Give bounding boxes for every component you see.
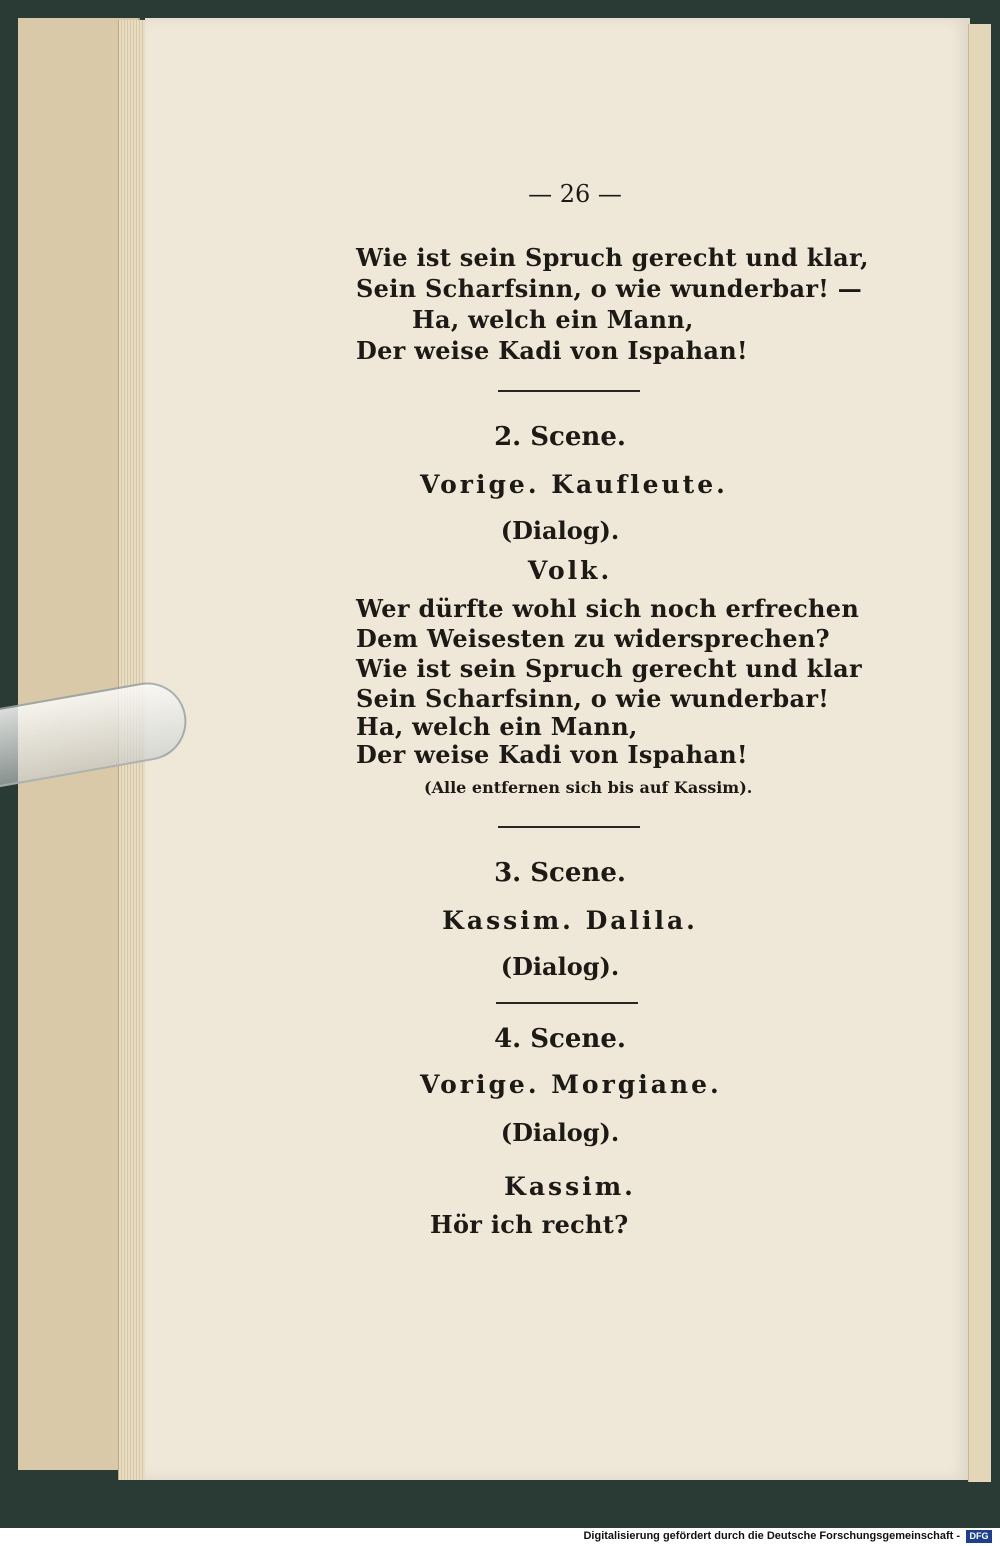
scene-cast: Vorige. Morgiane. [420, 1070, 722, 1099]
verse-line: Der weise Kadi von Ispahan! [356, 336, 748, 365]
verse-line: Sein Scharfsinn, o wie wunderbar! — [356, 274, 863, 303]
verse-line: Wer dürfte wohl sich noch erfrechen [356, 594, 860, 623]
dialog-note: (Dialog). [500, 516, 620, 545]
verse-line: Wie ist sein Spruch gerecht und klar, [356, 243, 869, 272]
section-divider [498, 390, 640, 392]
verse-line: Ha, welch ein Mann, [356, 712, 638, 741]
footer-bar [0, 1528, 1000, 1546]
scene-cast: Vorige. Kaufleute. [420, 470, 728, 499]
verse-line: Dem Weisesten zu widersprechen? [356, 624, 830, 653]
speaker-name: Kassim. [504, 1172, 636, 1201]
page-number: — 26 — [528, 180, 622, 208]
verse-line: Sein Scharfsinn, o wie wunderbar! [356, 684, 830, 713]
section-divider [498, 826, 640, 828]
verse-line: Wie ist sein Spruch gerecht und klar [356, 654, 862, 683]
scene-heading: 2. Scene. [494, 422, 626, 452]
footer-credit: Digitalisierung gefördert durch die Deutsche Forschungsgemeinschaft - [583, 1530, 960, 1542]
section-divider [496, 1002, 638, 1004]
scene-heading: 3. Scene. [494, 858, 626, 888]
stage-direction: (Alle entfernen sich bis auf Kassim). [424, 778, 753, 797]
dialog-note: (Dialog). [500, 1118, 620, 1147]
dialog-note: (Dialog). [500, 952, 620, 981]
verse-line: Hör ich recht? [430, 1210, 629, 1239]
speaker-name: Volk. [527, 556, 613, 585]
verse-line: Ha, welch ein Mann, [412, 305, 694, 334]
verse-line: Der weise Kadi von Ispahan! [356, 740, 748, 769]
dfg-logo: DFG [966, 1530, 992, 1543]
scene-cast: Kassim. Dalila. [442, 906, 698, 935]
scene-heading: 4. Scene. [494, 1024, 626, 1054]
